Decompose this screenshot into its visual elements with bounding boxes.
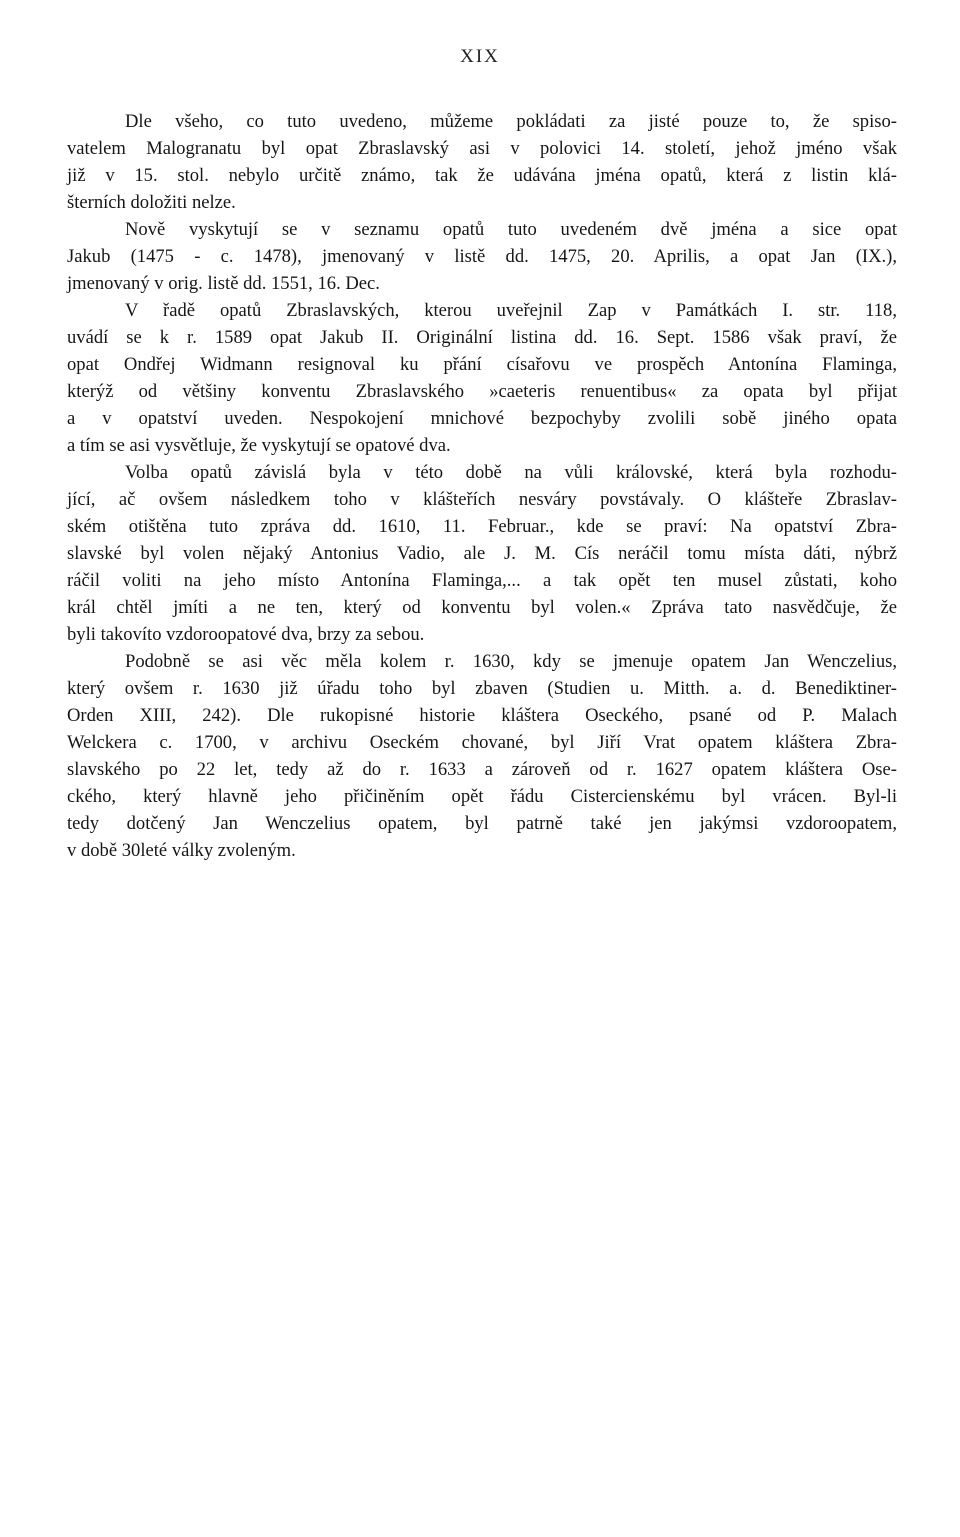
text-line: ském otištěna tuto zpráva dd. 1610, 11. Februar., kde se praví: Na opatství Zbra- (67, 516, 897, 537)
text-line: kterýž od většiny konventu Zbraslavského »caeteris renuentibus« za opata byl přijat (67, 381, 897, 402)
body-text (67, 108, 897, 864)
text-line: jmenovaný v orig. listě dd. 1551, 16. Dec. (67, 273, 380, 294)
text-line: v době 30leté války zvoleným. (67, 840, 296, 861)
text-line: král chtěl jmíti a ne ten, který od konventu byl volen.« Zpráva tato nasvědčuje, že (67, 597, 897, 618)
text-line: V řadě opatů Zbraslavských, kterou uveřejnil Zap v Památkách I. str. 118, (125, 300, 897, 321)
text-line: Podobně se asi věc měla kolem r. 1630, kdy se jmenuje opatem Jan Wenczelius, (125, 651, 897, 672)
text-line: Welckera c. 1700, v archivu Oseckém chované, byl Jiří Vrat opatem kláštera Zbra- (67, 732, 897, 753)
text-line: Orden XIII, 242). Dle rukopisné historie kláštera Oseckého, psané od P. Malach (67, 705, 897, 726)
text-line: jící, ač ovšem následkem toho v klášteřích nesváry povstávaly. O klášteře Zbraslav- (67, 489, 897, 510)
page-number: XIX (460, 46, 500, 67)
text-line: Dle všeho, co tuto uvedeno, můžeme pokládati za jisté pouze to, že spiso- (125, 111, 897, 132)
text-line: tedy dotčený Jan Wenczelius opatem, byl patrně také jen jakýmsi vzdoroopatem, (67, 813, 897, 834)
text-line: který ovšem r. 1630 již úřadu toho byl zbaven (Studien u. Mitth. a. d. Benediktiner- (67, 678, 897, 699)
text-line: Jakub (1475 - c. 1478), jmenovaný v listě dd. 1475, 20. Aprilis, a opat Jan (IX.), (67, 246, 897, 267)
text-line: již v 15. stol. nebylo určitě známo, tak že udávána jména opatů, která z listin klá- (67, 165, 897, 186)
text-line: uvádí se k r. 1589 opat Jakub II. Originální listina dd. 16. Sept. 1586 však praví, že (67, 327, 897, 348)
text-line: vatelem Malogranatu byl opat Zbraslavský asi v polovici 14. století, jehož jméno však (67, 138, 897, 159)
text-line: byli takovíto vzdoroopatové dva, brzy za sebou. (67, 624, 425, 645)
text-line: a v opatství uveden. Nespokojení mnichové bezpochyby zvolili sobě jiného opata (67, 408, 897, 429)
text-line: ckého, který hlavně jeho přičiněním opět řádu Cistercienskému byl vrácen. Byl-li (67, 786, 897, 807)
text-line: slavské byl volen nějaký Antonius Vadio, ale J. M. Cís neráčil tomu místa dáti, nýbrž (67, 543, 897, 564)
text-line: slavského po 22 let, tedy až do r. 1633 a zároveň od r. 1627 opatem kláštera Ose- (67, 759, 897, 780)
text-line: ráčil voliti na jeho místo Antonína Flaminga,... a tak opět ten musel zůstati, koho (67, 570, 897, 591)
text-line: Volba opatů závislá byla v této době na vůli královské, která byla rozhodu- (125, 462, 897, 483)
text-line: šterních doložiti nelze. (67, 192, 236, 213)
text-line: opat Ondřej Widmann resignoval ku přání císařovu ve prospěch Antonína Flaminga, (67, 354, 897, 375)
text-line: a tím se asi vysvětluje, že vyskytují se opatové dva. (67, 435, 451, 456)
text-line: Nově vyskytují se v seznamu opatů tuto uvedeném dvě jména a sice opat (125, 219, 897, 240)
